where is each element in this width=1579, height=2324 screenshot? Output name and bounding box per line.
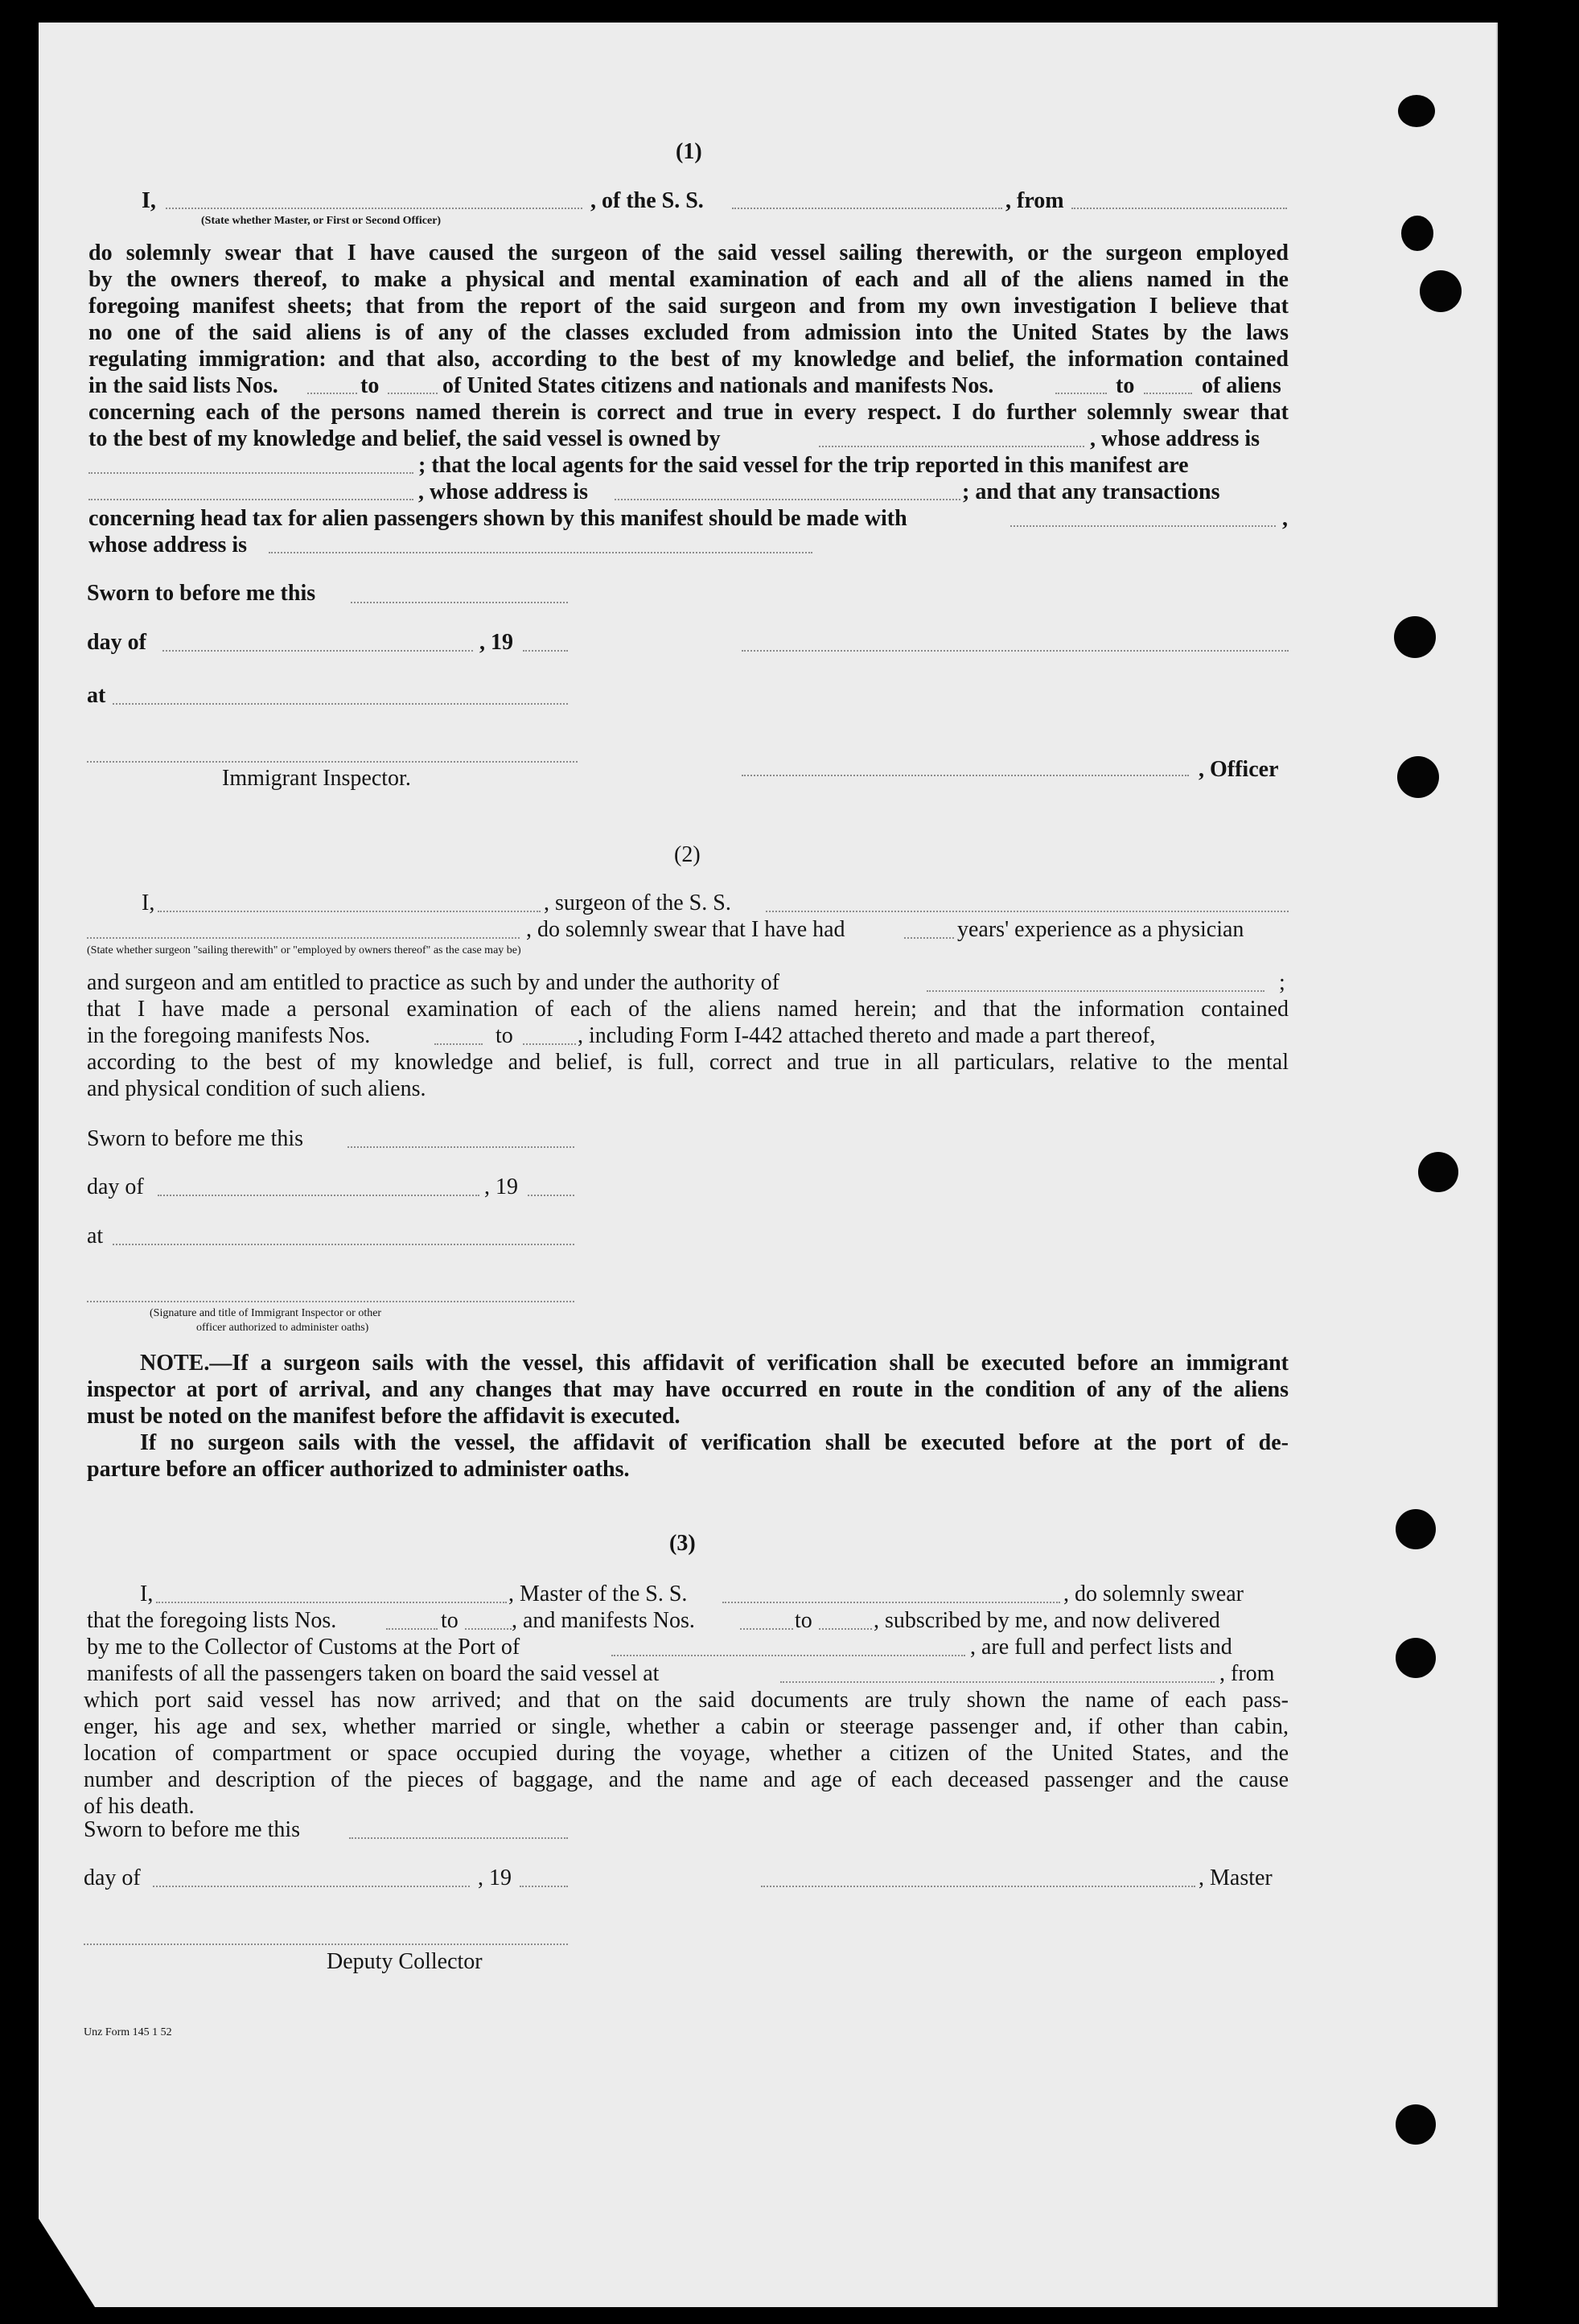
s1-nos-label: in the said lists Nos.	[88, 373, 278, 398]
s2-year-field[interactable]	[528, 1195, 574, 1196]
s1-owned-label: to the best of my knowledge and belief, the said vessel is owned by	[88, 426, 721, 451]
s2-line: according to the best of my knowledge and belief, is full, correct and true in all particulars, relative to the mental	[87, 1050, 1289, 1075]
s1-owner-field[interactable]	[819, 446, 1084, 447]
s1-ship-name-field[interactable]	[732, 208, 1002, 209]
s2-sworn-label: Sworn to before me this	[87, 1126, 304, 1151]
s2-manifests-from-field[interactable]	[434, 1043, 483, 1045]
s3-to-label: to	[441, 1608, 458, 1633]
punch-hole	[1398, 95, 1435, 127]
s2-swear-label: , do solemnly swear that I have had	[526, 917, 845, 942]
s2-day-field[interactable]	[158, 1195, 479, 1196]
folded-corner	[39, 2219, 95, 2307]
s3-lists-to-field[interactable]	[465, 1628, 512, 1630]
s1-officer-field[interactable]	[166, 208, 582, 209]
s2-signature-caption: officer authorized to administer oaths)	[196, 1322, 369, 1334]
s1-agents-address-label: , whose address is	[418, 479, 589, 504]
punch-hole	[1418, 1152, 1458, 1192]
note-line: parture before an officer authorized to administer oaths.	[87, 1457, 630, 1482]
s2-status-caption: (State whether surgeon "sailing therewith" or "employed by owners thereof" as the case may be)	[87, 944, 521, 956]
s2-year-label: , 19	[484, 1174, 518, 1199]
s1-citizens-label: of United States citizens and nationals and manifests Nos.	[442, 373, 994, 398]
s2-authority-label: and surgeon and am entitled to practice as such by and under the authority of	[87, 970, 779, 995]
s3-port-label: by me to the Collector of Customs at the Port of	[87, 1635, 520, 1660]
s3-manifests-to-field[interactable]	[819, 1628, 872, 1630]
s2-years-field[interactable]	[904, 937, 954, 939]
s1-owner-address-label: , whose address is	[1090, 426, 1260, 451]
s3-line: which port said vessel has now arrived; and that on the said documents are truly shown the name of each pass-	[84, 1688, 1289, 1713]
s3-deputy-label: Deputy Collector	[327, 1949, 483, 1974]
s1-headtax-label: concerning head tax for alien passengers shown by this manifest should be made with	[88, 506, 907, 531]
s1-at-field[interactable]	[113, 703, 568, 705]
note-line: inspector at port of arrival, and any changes that may have occurred en route in the condition of any of the aliens	[87, 1377, 1289, 1402]
s1-line: no one of the said aliens is of any of the classes excluded from admission into the United States by the laws	[88, 320, 1289, 345]
s1-whose-address-label: whose address is	[88, 533, 248, 557]
s3-line: of his death.	[84, 1794, 195, 1819]
s1-to-label: to	[360, 373, 380, 398]
s1-inspector-label: Immigrant Inspector.	[222, 766, 411, 791]
form-id: Unz Form 145 1 52	[84, 2026, 172, 2038]
s1-line: do solemnly swear that I have caused the surgeon of the said vessel sailing therewith, or the surgeon employed	[88, 241, 1289, 265]
s1-sworn-label: Sworn to before me this	[87, 581, 316, 606]
s2-at-label: at	[87, 1224, 104, 1248]
s2-surgeon-status-field[interactable]	[87, 937, 520, 939]
s2-signature-caption: (Signature and title of Immigrant Inspector or other	[150, 1307, 382, 1319]
s3-manifests-from-field[interactable]	[740, 1628, 793, 1630]
s1-lists-from-field[interactable]	[307, 393, 357, 394]
s3-line: enger, his age and sex, whether married or single, whether a cabin or steerage passenger and, if other than cabin,	[84, 1714, 1289, 1739]
s3-lists-from-field[interactable]	[386, 1628, 438, 1630]
s3-master-name-field[interactable]	[156, 1602, 507, 1603]
s2-line: that I have made a personal examination of each of the aliens named herein; and that the information contained	[87, 997, 1289, 1022]
s3-ship-name-field[interactable]	[722, 1602, 1060, 1603]
s3-line: location of compartment or space occupied during the voyage, whether a citizen of the United States, and the	[84, 1741, 1289, 1766]
s3-master-signature-field[interactable]	[761, 1886, 1195, 1887]
s2-sworn-field[interactable]	[347, 1146, 574, 1148]
section-2-number: (2)	[674, 842, 701, 867]
s1-sworn-field[interactable]	[351, 602, 568, 603]
section-3-number: (3)	[669, 1531, 696, 1556]
s3-from-label: , from	[1219, 1661, 1275, 1686]
s3-embark-port-field[interactable]	[780, 1681, 1215, 1683]
s1-headtax-field[interactable]	[1010, 525, 1276, 527]
s1-year-field[interactable]	[523, 650, 568, 652]
s1-to-label-2: to	[1116, 373, 1135, 398]
s3-line: number and description of the pieces of baggage, and the name and age of each deceased passenger and the cause	[84, 1767, 1289, 1792]
s2-ship-name-field[interactable]	[766, 911, 1289, 912]
s1-of-ss-label: , of the S. S.	[590, 188, 704, 213]
section-1-number: (1)	[676, 139, 702, 164]
s2-nos-label: in the foregoing manifests Nos.	[87, 1023, 371, 1048]
s3-year-label: , 19	[478, 1865, 512, 1890]
s1-officer-caption: (State whether Master, or First or Second Officer)	[201, 215, 442, 227]
punch-hole	[1396, 1638, 1436, 1678]
s2-i-label: I,	[142, 891, 155, 915]
s1-master-signature-field[interactable]	[742, 650, 1289, 652]
s2-day-label: day of	[87, 1174, 144, 1199]
s1-inspector-signature-field[interactable]	[87, 761, 578, 763]
s1-i-label: I,	[142, 188, 156, 213]
punch-hole	[1397, 756, 1439, 798]
s1-headtax-comma: ,	[1282, 506, 1288, 531]
s1-manifests-from-field[interactable]	[1055, 393, 1107, 394]
punch-hole	[1396, 1509, 1436, 1549]
s2-inspector-signature-field[interactable]	[87, 1301, 574, 1302]
s3-year-field[interactable]	[520, 1886, 568, 1887]
s2-years-label: years' experience as a physician	[957, 917, 1244, 942]
s2-to-label: to	[495, 1023, 513, 1048]
s3-port-field[interactable]	[611, 1655, 965, 1656]
s1-agents-address-field[interactable]	[615, 499, 960, 500]
s2-surgeon-name-field[interactable]	[158, 911, 541, 912]
s1-whose-address-field[interactable]	[269, 552, 812, 553]
s3-manifests-label: , and manifests Nos.	[512, 1608, 695, 1633]
s1-from-label: , from	[1005, 188, 1064, 213]
s1-lists-to-field[interactable]	[388, 393, 438, 394]
s3-master-sig-label: , Master	[1199, 1865, 1273, 1890]
s3-to-label-2: to	[795, 1608, 812, 1633]
s3-collector-signature-field[interactable]	[84, 1944, 568, 1945]
s3-i-label: I,	[140, 1582, 154, 1606]
punch-hole	[1396, 2104, 1436, 2145]
s3-subscribed-label: , subscribed by me, and now delivered	[874, 1608, 1220, 1633]
note-line: NOTE.—If a surgeon sails with the vessel, this affidavit of verification shall be executed before an immigrant	[140, 1351, 1289, 1376]
s3-day-label: day of	[84, 1865, 141, 1890]
s1-line: concerning each of the persons named therein is correct and true in every respect. I do further solemnly swear that	[88, 400, 1289, 425]
s3-lists-label: that the foregoing lists Nos.	[87, 1608, 337, 1633]
s1-line: foregoing manifest sheets; that from the report of the said surgeon and from my own investigation I believe that	[88, 294, 1289, 319]
s3-perfect-label: , are full and perfect lists and	[970, 1635, 1232, 1660]
s1-officer-signature-field[interactable]	[742, 775, 1189, 776]
s3-day-field[interactable]	[153, 1886, 470, 1887]
s2-authority-field[interactable]	[927, 990, 1264, 992]
s2-semicolon: ;	[1279, 970, 1285, 995]
s3-swear-label: , do solemnly swear	[1063, 1582, 1244, 1606]
s1-day-label: day of	[87, 630, 146, 655]
note-line: If no surgeon sails with the vessel, the affidavit of verification shall be executed before at the port of de-	[140, 1430, 1289, 1455]
s3-sworn-label: Sworn to before me this	[84, 1817, 301, 1842]
s1-aliens-label: of aliens	[1202, 373, 1281, 398]
s2-manifests-to-field[interactable]	[523, 1043, 576, 1045]
s1-manifests-to-field[interactable]	[1144, 393, 1192, 394]
s1-owner-address-field[interactable]	[88, 472, 413, 474]
note-line: must be noted on the manifest before the affidavit is executed.	[87, 1404, 681, 1429]
s1-at-label: at	[87, 683, 106, 708]
s2-line: and physical condition of such aliens.	[87, 1076, 426, 1101]
s1-line: regulating immigration: and that also, according to the best of my knowledge and belief, the information contained	[88, 347, 1289, 372]
punch-hole	[1420, 270, 1462, 312]
s2-form-label: , including Form I-442 attached thereto and made a part thereof,	[578, 1023, 1156, 1048]
s1-officer-label: , Officer	[1199, 757, 1279, 782]
s3-master-label: , Master of the S. S.	[508, 1582, 688, 1606]
s2-surgeon-label: , surgeon of the S. S.	[544, 891, 731, 915]
s1-transactions-label: ; and that any transactions	[962, 479, 1220, 504]
punch-hole	[1401, 216, 1433, 251]
s3-sworn-field[interactable]	[349, 1837, 568, 1839]
s1-from-field[interactable]	[1071, 208, 1287, 209]
s1-agents-field[interactable]	[88, 499, 413, 500]
s3-vessel-label: manifests of all the passengers taken on board the said vessel at	[87, 1661, 660, 1686]
s1-year-label: , 19	[479, 630, 513, 655]
s1-agents-label: ; that the local agents for the said vessel for the trip reported in this manifest are	[418, 453, 1189, 478]
punch-hole	[1394, 616, 1436, 658]
s2-at-field[interactable]	[113, 1244, 574, 1245]
s1-line: by the owners thereof, to make a physical and mental examination of each and all of the aliens named in the	[88, 267, 1289, 292]
s1-day-field[interactable]	[162, 650, 473, 652]
